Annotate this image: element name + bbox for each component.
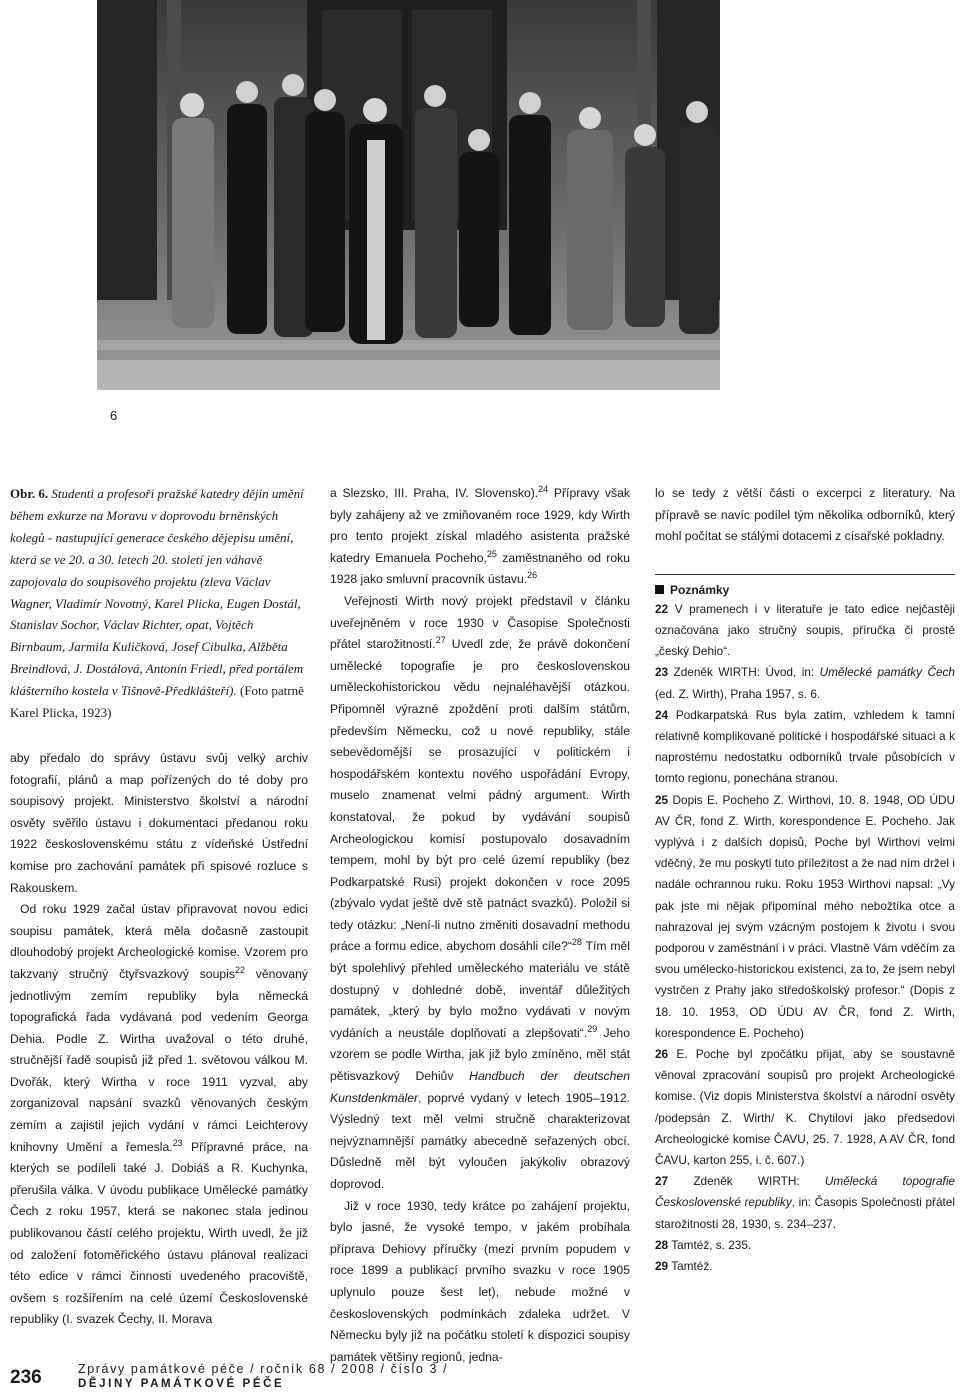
footnote-ref[interactable]: 26 — [527, 570, 538, 581]
page-number: 236 — [10, 1367, 42, 1388]
paragraph: aby předalo do správy ústavu svůj velký archiv fotografií, plánů a map pořízených do té doby pro soupisový projekt. Ministerstvo školství a národní osvěty svěřilo ústavu i dokumentaci předanou roku 1922 československému státu z vídeňské Ústřední komise pro zachování památek při spisové rozluce s Rakouskem. — [10, 750, 308, 895]
footnote: 22 V pramenech i v literatuře je tato edice nejčastěji označována jako stručný soupis, příručka či prostě „český Dehio“. — [655, 601, 955, 659]
footnote: 26 E. Poche byl zpočátku přijat, aby se soustavně věnoval zpracování soupisů pro projekt Archeologické komise. (Viz dopis Ministerstva školství a národní osvěty /podepsán Z. Wirth/ K. Chytilovi jako předsedovi Archeologické komise ČAVU, 25. 7. 1928, A AV ČR, fond ČAVU, karton 255, i. č. 607.) — [655, 1047, 955, 1168]
group-photograph — [97, 0, 720, 390]
footnote-ref[interactable]: 29 — [587, 1023, 598, 1034]
footnote-ref[interactable]: 25 — [486, 548, 497, 559]
figure-caption — [10, 483, 308, 724]
footnote-ref[interactable]: 28 — [571, 937, 582, 948]
footnote-ref[interactable]: 24 — [538, 483, 549, 494]
column-1 — [10, 483, 308, 1331]
figure-number: 6 — [110, 408, 118, 423]
paragraph: Od roku 1929 začal ústav připravovat novou edici soupisu památek, která měla dočasně zastoupit dlouhodobý projekt Archeologické komise. Vzorem pro takzvaný stručný čtyřsvazkový soupis$^{22}$ věnovaný jednotlivým zemím republiky byla německá topografická řada vydávaná pod vedením Georga Dehia. Podle Z. Wirtha uvažoval o této druhé, stručnější řadě soupisů již před 1. světovou válkou M. Dvořák, který Wirtha v roce 1911 vyzval, aby zorganizoval napsání svazků věnovaných českým zemím a zajistil jejich vydání v rámci Leichterovy knihovny Umění a řemesla.$^{23}$ Přípravné práce, na kterých se podíleli také J. Dobiáš a R. Kuchynka, přerušila válka. V úvodu publikace Umělecké památky Čech z roku 1957, která se nakonec stala jedinou publikovanou částí celého projektu, Wirth uvedl, že již od založení fotoměřického ústavu plánoval realizaci této edice v rámci činnosti uvedeného pracoviště, ovšem s rozšířením na celé území Československé republiky (I. svazek Čechy, II. Morava — [10, 902, 308, 1327]
paragraph: Již v roce 1930, tedy krátce po zahájení projektu, bylo jasné, že vysoké tempo, v jakém probíhala příprava Dehiovy příručky (mezi prvním popudem v roce 1899 a publikací prvního svazku v roce 1905 uplynulo pouze šest let), nebude možné v československých podmínkách zdaleka udržet. V Německu byly již na počátku století k dispozici soupisy památek většiny regionů, jedna- — [330, 1198, 630, 1364]
paragraph: a Slezsko, III. Praha, IV. Slovensko).$^{24}$ Přípravy však byly zahájeny až ve zmiňovaném roce 1929, kdy Wirth pro tento projekt získal mladého asistenta pražské katedry Emanuela Pocheho,$^{25}$ zaměstnaného od roku 1928 jako smluvní pracovník ústavu.$^{26}$ — [330, 483, 631, 587]
journal-title: Zprávy památkové péče / ročník 68 / 2008 / číslo 3 / — [78, 1362, 449, 1376]
footnote-ref[interactable]: 23 — [172, 1137, 183, 1148]
footnote: 23 Zdeněk WIRTH: Úvod, in: Umělecké památky Čech (ed. Z. Wirth), Praha 1957, s. 6. — [655, 665, 955, 701]
notes-heading: Poznámky — [655, 574, 955, 599]
footnote: 28 Tamtéž, s. 235. — [655, 1237, 752, 1252]
footnote: 25 Dopis E. Pocheho Z. Wirthovi, 10. 8. 1948, OD ÚDU AV ČR, fond Z. Wirth, korespondence E. Pocheho. Jak vyplývá i z dalších dopisů, Poche byl Wirthovi velmi vděčný, že mu poskytl tuto příležitost a že nad ním držel i nadále ochrannou ruku. Roku 1953 Wirthovi napsal: „Vy pak jste mi nějak připomínal mého nebožtíka otce a nahrazoval jej svým vzácným postojem k životu i svou podporou v zaměstnání i v práci. Vlastně Vám vděčím za svou uměleckо-historickou existenci, za to, že jsem nebyl vystrčen z Prahy jako středoškolský profesor.“ (Dopis z 18. 10. 1953, OD ÚDU AV ČR, fond Z. Wirth, korespondence E. Pocheho) — [655, 792, 955, 1040]
footnote: 29 Tamtéž. — [655, 1259, 713, 1274]
caption-label: Obr. 6. — [10, 486, 49, 501]
book-title: Handbuch der deutschen Kunstdenkmäler — [330, 1069, 630, 1105]
footnote: 27 Zdeněk WIRTH: Umělecká topografie Československé republiky, in: Časopis Společnosti přátel starožitností 28, 1930, s. 234–237. — [655, 1174, 955, 1231]
footnote-ref[interactable]: 27 — [435, 635, 446, 646]
caption-credit: (Foto patrně Karel Plicka, 1923) — [10, 683, 304, 721]
paragraph: Veřejnosti Wirth nový projekt představil v článku uveřejněném v roce 1930 v Časopise Společnosti přátel starožitností.$^{27}$ Uvedl zde, že právě dokončení umělecké topografie je pro československou uměleckohistorickou vědu nejnaléhavější otázkou. Připomněl výrazné zpoždění proti dalším státům, především Německu, což u nové republiky, stále sebevědomější se prosazující v politickém i hospodářském kontextu nového uspořádání Evropy, muselo znamenat velmi pádný argument. Wirth konstatoval, že pokud by vydávání soupisů Archeologickou komisí postupovalo dosavadním tempem, mohl by být pro celé území republiky (bez Podkarpatské Rusi) projekt dokončen v roce 2095 (zbývalo vydat ještě dvě stě patnáct svazků). Položil si tedy otázku: „Není-li nutno změniti dosavadní methodu práce a formu edice, abychom dosáhli cíle?“$^{28}$ Tím měl být spolehlivý přehled uměleckého materiálu ve státě dostupný v dohledné době, inventář důležitých památek, „který by bylo možno vydávati v novým vydáních a neustále doplňovati a zlepšovati“.$^{29}$ Jeho vzorem se podle Wirtha, jak již bylo zmíněno, měl stát pětisvazkový Dehiův Handbuch der deutschen Kunstdenkmäler, poprvé vydaný v letech 1905–1912. Výsledný text měl velmi stručně charakterizovat nejvýznamnější památky abecedně seřazených obcí. Důsledně měl být vyloučen jakýkoliv obrazový doprovod. — [330, 593, 630, 1191]
section-title: DĚJINY PAMÁTKOVÉ PÉČE — [78, 1378, 285, 1390]
caption-text: Studenti a profesoři pražské katedry dějin umění během exkurze na Moravu v doprovodu brněnských kolegů - nastupující generace českého dějepisu umění, která se ve 20. a 30. letech 20. století jen váhavě zapojovala do soupisového projektu (zleva Václav Wagner, Vladimír Novotný, Karel Plicka, Eugen Dostál, Stanislav Sochor, Václav Richter, opat, Vojtěch Birnbaum, Jarmila Kuličková, Josef Cibulka, Alžběta Breindlová, J. Dostálová, Antonín Friedl, před portálem klášterního kostela v Tišnově-Předklášteří). — [10, 486, 304, 699]
footnote: 24 Podkarpatská Rus byla zatím, vzhledem k tamní relativně komplikované politické i hospodářské situaci a k naprostému nedostatku odborníků trvale působících v tomto regionu, ponechána stranou. — [655, 707, 955, 786]
column-3 — [655, 483, 955, 1277]
column-2 — [330, 483, 630, 1368]
footnote-ref[interactable]: 22 — [234, 964, 245, 975]
paragraph: lo se tedy z větší části o excerpci z literatury. Na přípravě se navíc podílel tým několika odborníků, který mohl počítat se stálými dotacemi z císařské pokladny. — [655, 486, 955, 544]
square-bullet-icon — [655, 585, 664, 594]
